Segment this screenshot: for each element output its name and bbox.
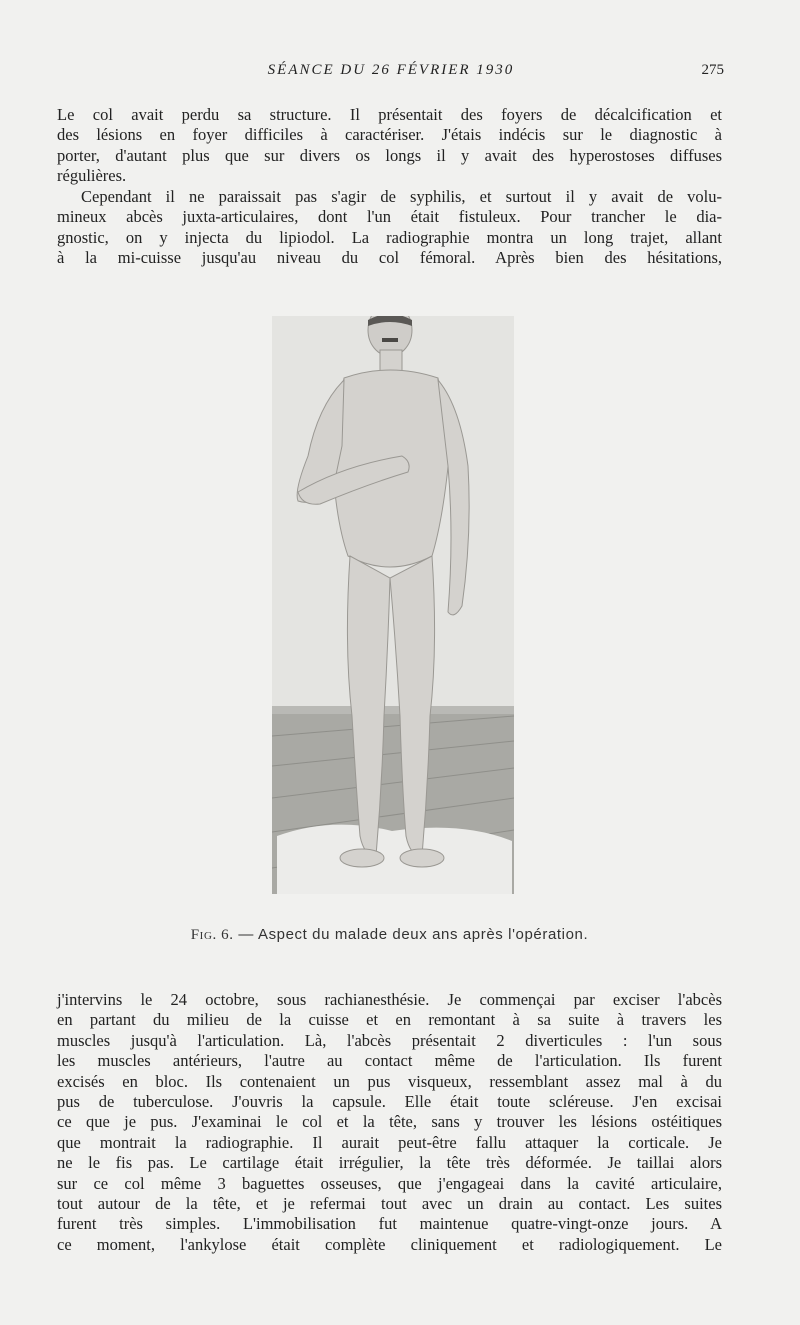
- text-line: excisés en bloc. Ils contenaient un pus visqueux, ressemblant assez mal à du: [57, 1071, 722, 1091]
- text-line: ne le fis pas. Le cartilage était irrégulier, la tête très déformée. Je taillai alors: [57, 1153, 722, 1173]
- text-line: les muscles antérieurs, l'autre au contact même de l'articulation. Ils furent: [57, 1051, 722, 1071]
- text-line: ce que je pus. J'examinai le col et la tête, sans y trouver les lésions ostéitiques: [57, 1112, 722, 1132]
- text-line: en partant du milieu de la cuisse et en remontant à sa suite à travers les: [57, 1010, 722, 1030]
- paragraph-2: [57, 187, 722, 269]
- figure-caption-text: — Aspect du malade deux ans après l'opération.: [238, 926, 589, 943]
- text-line: j'intervins le 24 octobre, sous rachianesthésie. Je commençai par exciser l'abcès: [57, 990, 722, 1009]
- paragraph-1: [57, 105, 722, 187]
- text-line: Le col avait perdu sa structure. Il présentait des foyers de décalcification et: [57, 105, 722, 124]
- text-line: porter, d'autant plus que sur divers os longs il y avait des hyperostoses diffuses: [57, 145, 722, 165]
- text-line: muscles jusqu'à l'articulation. Là, l'abcès présentait 2 diverticules : l'un sous: [57, 1030, 722, 1050]
- text-line: furent très simples. L'immobilisation fut maintenue quatre-vingt-onze jours. A: [57, 1214, 722, 1234]
- text-line: des lésions en foyer difficiles à caractériser. J'étais indécis sur le diagnostic à: [57, 125, 722, 145]
- text-line: gnostic, on y injecta du lipiodol. La radiographie montra un long trajet, allant: [57, 227, 722, 247]
- figure-photograph: [272, 316, 514, 894]
- text-line: pus de tuberculose. J'ouvris la capsule. Elle était toute scléreuse. J'en excisai: [57, 1091, 722, 1111]
- text-line: tout autour de la tête, et je refermai tout avec un drain au contact. Les suites: [57, 1193, 722, 1213]
- text-line: ce moment, l'ankylose était complète cliniquement et radiologiquement. Le: [57, 1234, 722, 1254]
- figure-label: Fig. 6.: [190, 927, 234, 943]
- text-line: régulières.: [57, 166, 127, 186]
- paragraph-3: [57, 990, 722, 1255]
- text-line: Cependant il ne paraissait pas s'agir de syphilis, et surtout il y avait de volu-: [81, 187, 722, 206]
- text-line: à la mi-cuisse jusqu'au niveau du col fémoral. Après bien des hésitations,: [57, 248, 722, 268]
- text-line: mineux abcès juxta-articulaires, dont l'un était fistuleux. Pour trancher le dia-: [57, 207, 722, 227]
- page-number: 275: [701, 62, 724, 78]
- text-line: sur ce col même 3 baguettes osseuses, que j'engageai dans la cavité articulaire,: [57, 1173, 722, 1193]
- patient-photograph: [272, 316, 514, 894]
- page-header: [58, 62, 724, 82]
- figure-caption: [57, 926, 722, 944]
- text-line: que montrait la radiographie. Il aurait peut-être fallu attaquer la corticale. Je: [57, 1132, 722, 1152]
- running-head: SÉANCE DU 26 FÉVRIER 1930: [267, 62, 515, 78]
